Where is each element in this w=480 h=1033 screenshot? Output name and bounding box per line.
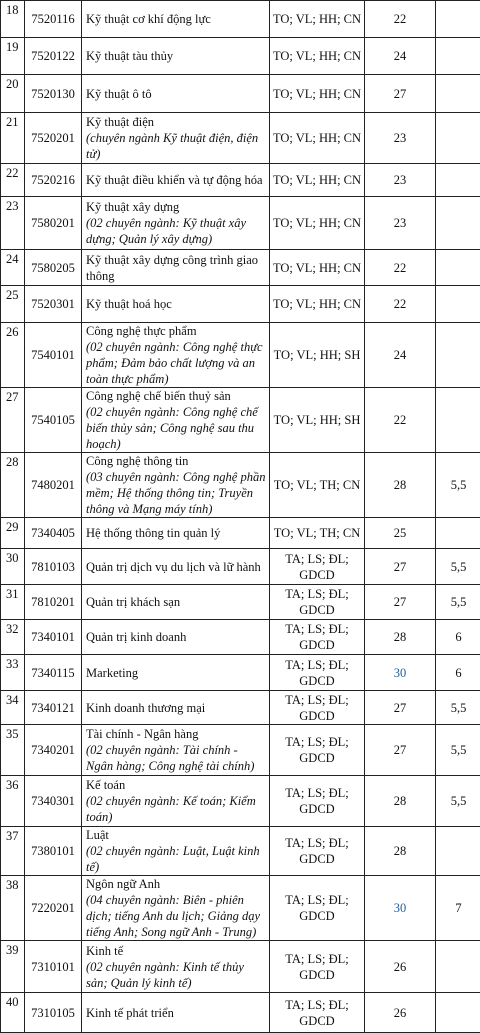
major-specializations: (02 chuyên ngành: Kế toán; Kiểm toán) [86, 794, 256, 824]
major-specializations: (02 chuyên ngành: Công nghệ chế biến thủy sản; Công nghệ sau thu hoạch) [86, 405, 258, 451]
table-row [1, 388, 480, 453]
admission-score: 22 [365, 286, 436, 323]
major-code: 7810103 [25, 549, 82, 585]
subject-block: TA; LS; ĐL; GDCD [270, 691, 365, 725]
major-code: 7580201 [25, 197, 82, 250]
subject-block: TO; VL; HH; CN [270, 197, 365, 250]
subject-block: TA; LS; ĐL; GDCD [270, 827, 365, 876]
major-code: 7520216 [25, 164, 82, 197]
admission-score: 23 [365, 113, 436, 164]
major-name: Kỹ thuật xây dựng công trình giao thông [86, 253, 258, 283]
major-code: 7310105 [25, 993, 82, 1033]
table-row [1, 876, 480, 941]
subject-block: TA; LS; ĐL; GDCD [270, 725, 365, 776]
secondary-score: 5,5 [436, 453, 480, 518]
major-code: 7380101 [25, 827, 82, 876]
major-name: Kỹ thuật xây dựng [86, 200, 179, 214]
major-code: 7520116 [25, 1, 82, 38]
row-number: 22 [1, 164, 25, 197]
secondary-score [436, 75, 480, 113]
admission-score: 24 [365, 323, 436, 388]
major-name-cell [82, 453, 270, 518]
major-name-cell [82, 549, 270, 585]
table-row [1, 827, 480, 876]
admission-score: 27 [365, 691, 436, 725]
subject-block: TA; LS; ĐL; GDCD [270, 620, 365, 655]
major-name: Kỹ thuật cơ khí động lực [86, 12, 211, 26]
row-number: 32 [1, 620, 25, 655]
major-code: 7580205 [25, 250, 82, 286]
major-specializations: (02 chuyên ngành: Tài chính - Ngân hàng; Công nghệ tài chính) [86, 743, 254, 773]
table-row [1, 113, 480, 164]
secondary-score: 5,5 [436, 725, 480, 776]
admission-score: 22 [365, 388, 436, 453]
admission-score: 30 [365, 655, 436, 691]
subject-block: TA; LS; ĐL; GDCD [270, 776, 365, 827]
table-body [1, 1, 480, 1033]
row-number: 33 [1, 655, 25, 691]
major-name-cell [82, 655, 270, 691]
major-name: Kế toán [86, 778, 125, 792]
admission-score: 28 [365, 620, 436, 655]
major-code: 7520130 [25, 75, 82, 113]
major-name-cell [82, 38, 270, 75]
major-code: 7340405 [25, 518, 82, 549]
row-number: 35 [1, 725, 25, 776]
major-name: Kỹ thuật điện [86, 115, 154, 129]
subject-block: TO; VL; HH; CN [270, 250, 365, 286]
secondary-score: 5,5 [436, 549, 480, 585]
subject-block: TA; LS; ĐL; GDCD [270, 993, 365, 1033]
row-number: 23 [1, 197, 25, 250]
major-name-cell [82, 197, 270, 250]
row-number: 26 [1, 323, 25, 388]
secondary-score [436, 250, 480, 286]
major-name: Kỹ thuật hoá học [86, 297, 172, 311]
row-number: 27 [1, 388, 25, 453]
secondary-score [436, 164, 480, 197]
subject-block: TA; LS; ĐL; GDCD [270, 585, 365, 620]
admission-score: 23 [365, 197, 436, 250]
major-code: 7340101 [25, 620, 82, 655]
major-name: Quản trị kinh doanh [86, 630, 186, 644]
table-row [1, 453, 480, 518]
major-code: 7340201 [25, 725, 82, 776]
subject-block: TO; VL; HH; CN [270, 38, 365, 75]
major-name: Công nghệ thực phẩm [86, 324, 197, 338]
subject-block: TO; VL; HH; CN [270, 286, 365, 323]
row-number: 36 [1, 776, 25, 827]
row-number: 24 [1, 250, 25, 286]
admission-score: 25 [365, 518, 436, 549]
subject-block: TO; VL; HH; SH [270, 388, 365, 453]
major-code: 7480201 [25, 453, 82, 518]
secondary-score [436, 113, 480, 164]
secondary-score [436, 286, 480, 323]
subject-block: TO; VL; TH; CN [270, 518, 365, 549]
major-name: Kinh tế phát triển [86, 1006, 174, 1020]
major-specializations: (02 chuyên ngành: Luật, Luật kinh tế) [86, 844, 260, 874]
major-name: Hệ thống thông tin quản lý [86, 526, 220, 540]
secondary-score: 5,5 [436, 691, 480, 725]
admission-score: 23 [365, 164, 436, 197]
row-number: 21 [1, 113, 25, 164]
major-name: Kỹ thuật ô tô [86, 87, 152, 101]
admission-score: 27 [365, 75, 436, 113]
secondary-score: 5,5 [436, 585, 480, 620]
admission-score: 28 [365, 776, 436, 827]
major-name: Luật [86, 828, 109, 842]
table-row [1, 1, 480, 38]
major-name: Ngôn ngữ Anh [86, 877, 160, 891]
major-name-cell [82, 1, 270, 38]
admission-score: 27 [365, 585, 436, 620]
secondary-score [436, 388, 480, 453]
major-name-cell [82, 620, 270, 655]
row-number: 20 [1, 75, 25, 113]
row-number: 40 [1, 993, 25, 1033]
subject-block: TA; LS; ĐL; GDCD [270, 549, 365, 585]
major-specializations: (03 chuyên ngành: Công nghệ phần mềm; Hệ thống thông tin; Truyền thông và Mạng máy tính) [86, 470, 265, 516]
major-name: Quản trị khách sạn [86, 595, 180, 609]
major-name: Công nghệ thông tin [86, 454, 188, 468]
row-number: 30 [1, 549, 25, 585]
table-row [1, 38, 480, 75]
secondary-score: 7 [436, 876, 480, 941]
major-name-cell [82, 164, 270, 197]
table-row [1, 323, 480, 388]
major-name-cell [82, 876, 270, 941]
row-number: 31 [1, 585, 25, 620]
subject-block: TO; VL; TH; CN [270, 453, 365, 518]
table-row [1, 197, 480, 250]
major-code: 7520201 [25, 113, 82, 164]
major-name: Marketing [86, 666, 138, 680]
admission-score: 27 [365, 549, 436, 585]
subject-block: TO; VL; HH; SH [270, 323, 365, 388]
admission-score: 26 [365, 941, 436, 993]
row-number: 39 [1, 941, 25, 993]
secondary-score [436, 993, 480, 1033]
secondary-score: 5,5 [436, 776, 480, 827]
table-row [1, 725, 480, 776]
table-row [1, 250, 480, 286]
row-number: 18 [1, 1, 25, 38]
major-code: 7310101 [25, 941, 82, 993]
major-name-cell [82, 250, 270, 286]
major-name-cell [82, 585, 270, 620]
row-number: 38 [1, 876, 25, 941]
major-name: Công nghệ chế biến thuỷ sản [86, 389, 231, 403]
row-number: 34 [1, 691, 25, 725]
admission-score: 24 [365, 38, 436, 75]
major-code: 7340301 [25, 776, 82, 827]
admission-score: 22 [365, 1, 436, 38]
secondary-score: 6 [436, 620, 480, 655]
row-number: 29 [1, 518, 25, 549]
table-row [1, 549, 480, 585]
major-name-cell [82, 776, 270, 827]
subject-block: TO; VL; HH; CN [270, 164, 365, 197]
major-specializations: (02 chuyên ngành: Công nghệ thực phẩm; Đảm bảo chất lượng và an toàn thực phẩm) [86, 340, 263, 386]
table-row [1, 941, 480, 993]
subject-block: TO; VL; HH; CN [270, 75, 365, 113]
subject-block: TA; LS; ĐL; GDCD [270, 655, 365, 691]
table-row [1, 655, 480, 691]
major-code: 7540105 [25, 388, 82, 453]
secondary-score [436, 941, 480, 993]
major-specializations: (04 chuyên ngành: Biên - phiên dịch; tiếng Anh du lịch; Giảng dạy tiếng Anh; Song ngữ Anh - Trung) [86, 893, 260, 939]
major-name: Kinh doanh thương mại [86, 701, 205, 715]
major-specializations: (02 chuyên ngành: Kỹ thuật xây dựng; Quản lý xây dựng) [86, 216, 246, 246]
major-code: 7340115 [25, 655, 82, 691]
major-name-cell [82, 725, 270, 776]
secondary-score: 6 [436, 655, 480, 691]
table-row [1, 286, 480, 323]
major-name-cell [82, 323, 270, 388]
major-name-cell [82, 388, 270, 453]
major-name: Kinh tế [86, 944, 123, 958]
table-row [1, 164, 480, 197]
row-number: 28 [1, 453, 25, 518]
major-code: 7810201 [25, 585, 82, 620]
subject-block: TO; VL; HH; CN [270, 113, 365, 164]
major-code: 7220201 [25, 876, 82, 941]
row-number: 25 [1, 286, 25, 323]
table-row [1, 585, 480, 620]
table-row [1, 518, 480, 549]
major-specializations: (chuyên ngành Kỹ thuật điện, điện tử) [86, 131, 258, 161]
table-row [1, 75, 480, 113]
secondary-score [436, 323, 480, 388]
row-number: 37 [1, 827, 25, 876]
admission-score: 30 [365, 876, 436, 941]
table-row [1, 993, 480, 1033]
table-row [1, 691, 480, 725]
row-number: 19 [1, 38, 25, 75]
admission-score: 28 [365, 453, 436, 518]
major-name: Tài chính - Ngân hàng [86, 727, 198, 741]
major-name: Quản trị dịch vụ du lịch và lữ hành [86, 560, 261, 574]
major-name: Kỹ thuật tàu thủy [86, 49, 173, 63]
secondary-score [436, 827, 480, 876]
major-name-cell [82, 75, 270, 113]
admission-score: 26 [365, 993, 436, 1033]
table-row [1, 776, 480, 827]
admission-score: 22 [365, 250, 436, 286]
subject-block: TA; LS; ĐL; GDCD [270, 941, 365, 993]
secondary-score [436, 518, 480, 549]
major-name-cell [82, 993, 270, 1033]
major-code: 7340121 [25, 691, 82, 725]
major-name-cell [82, 691, 270, 725]
major-name-cell [82, 941, 270, 993]
subject-block: TO; VL; HH; CN [270, 1, 365, 38]
major-specializations: (02 chuyên ngành: Kinh tế thủy sản; Quản lý kinh tế) [86, 960, 244, 990]
major-name-cell [82, 113, 270, 164]
secondary-score [436, 38, 480, 75]
major-code: 7540101 [25, 323, 82, 388]
major-name: Kỹ thuật điều khiển và tự động hóa [86, 173, 263, 187]
table-row [1, 620, 480, 655]
major-code: 7520122 [25, 38, 82, 75]
secondary-score [436, 197, 480, 250]
subject-block: TA; LS; ĐL; GDCD [270, 876, 365, 941]
major-name-cell [82, 286, 270, 323]
major-name-cell [82, 827, 270, 876]
major-name-cell [82, 518, 270, 549]
admission-score: 28 [365, 827, 436, 876]
secondary-score [436, 1, 480, 38]
major-code: 7520301 [25, 286, 82, 323]
admission-score: 27 [365, 725, 436, 776]
